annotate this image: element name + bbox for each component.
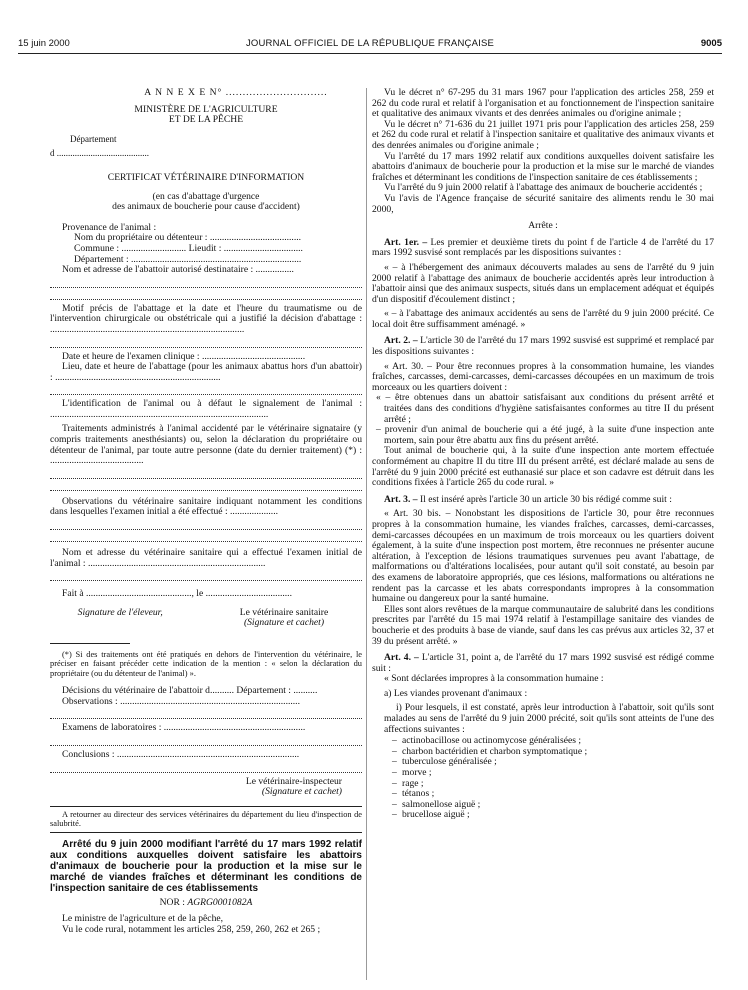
examens-field: Examens de laboratoires : ........................................................... xyxy=(62,722,306,734)
article-2 xyxy=(372,336,714,357)
article-4 xyxy=(372,653,714,674)
article-4-quote: « Sont déclarées impropres à la consommation humaine : xyxy=(384,673,604,685)
list-item: – tuberculose généralisée ; xyxy=(402,757,714,768)
certificat-subtitle-1: (en cas d'abattage d'urgence xyxy=(152,190,260,202)
signature-cachet-label: (Signature et cachet) xyxy=(243,617,325,629)
nom-proprietaire-field: Nom du propriétaire ou détenteur : ...................................... xyxy=(74,232,302,244)
nor-line xyxy=(50,898,362,909)
departement-field: d ......................................... xyxy=(50,148,149,159)
arrete-title: Arrêté du 9 juin 2000 modifiant l'arrêté du 17 mars 1992 relatif aux conditions auxquelles doivent satisfaire les abattoirs d'animaux de boucherie pour la production et la mise sur le marché de viandes fraîches et déterminant les conditions de l'inspection sanitaire de ces établissements xyxy=(50,838,362,894)
blank-line xyxy=(50,763,362,773)
article-4-label: Art. 4. – xyxy=(384,652,419,664)
signature-veterinaire xyxy=(206,608,362,629)
commune-field: Commune : ........................... Lieudit : ................................. xyxy=(74,242,303,254)
traitements-field: Traitements administrés à l'animal accidenté par le vétérinaire signataire (y compris traitements anesthésiants) ou, selon la déclaration du propriétaire ou détenteur de l'animal, par toute autre personne (date du dernier traitement) (*) : ....................................... xyxy=(50,423,362,467)
page-header xyxy=(18,38,722,52)
footnote: (*) Si des traitements ont été pratiqués en dehors de l'intervention du vétérinaire, le préciser en faisant précéder cette indication de la mention : « selon la déclaration du propriétaire (ou du détenteur de l'animal) ». xyxy=(50,650,362,678)
header-rule xyxy=(18,53,722,54)
article-4-point-a: a) Les viandes provenant d'animaux : xyxy=(384,687,528,699)
observations-field: Observations du vétérinaire sanitaire indiquant notamment les conditions dans lesquelles l'examen initial a été effectué : .................... xyxy=(50,495,362,518)
article-2-quote: « Art. 30. – Pour être reconnues propres à la consommation humaine, les viandes fraîches, carcasses, demi-carcasses, demi-carcasses découpées en un maximum de trois morceaux ou les quartiers doivent : xyxy=(372,360,714,393)
divider xyxy=(50,832,362,833)
decisions-field: Décisions du vétérinaire de l'abattoir d.......... Département : .......... xyxy=(62,685,318,697)
signature-block xyxy=(50,608,362,629)
footnote-rule xyxy=(50,643,130,644)
ministere-line1: MINISTÈRE DE L'AGRICULTURE xyxy=(134,103,278,115)
journal-title: JOURNAL OFFICIEL DE LA RÉPUBLIQUE FRANÇAISE xyxy=(245,38,495,49)
article-1-label: Art. 1er. – xyxy=(384,236,428,248)
certificat-subtitle-2: des animaux de boucherie pour cause d'accident) xyxy=(112,201,300,213)
diseases-list xyxy=(372,736,714,821)
column-separator xyxy=(366,88,367,980)
inspecteur-cachet: (Signature et cachet) xyxy=(261,786,342,798)
annexe-heading: A N N E X E N° .............................. xyxy=(144,87,328,98)
article-2-text: L'article 30 de l'arrêté du 17 mars 1992 susvisé est supprimé et remplacé par les dispositions suivantes : xyxy=(372,335,714,358)
article-2-label: Art. 2. – xyxy=(384,335,418,347)
blank-line xyxy=(50,736,362,746)
retourner-note: A retourner au directeur des services vétérinaires du département du lieu d'inspection de salubrité. xyxy=(50,809,362,829)
departement-label: Département xyxy=(70,133,117,144)
blank-line xyxy=(50,290,362,300)
ministere-line2: ET DE LA PÊCHE xyxy=(168,114,244,126)
blank-line xyxy=(50,385,362,395)
right-column xyxy=(372,88,714,821)
nor-code: AGRG0001082A xyxy=(187,896,253,908)
header-date: 15 juin 2000 xyxy=(18,38,70,49)
blank-line xyxy=(50,571,362,581)
list-item: – salmonellose aiguë ; xyxy=(402,800,714,811)
vu-code-rural: Vu le code rural, notamment les articles 258, 259, 260, 262 et 265 ; xyxy=(62,923,321,935)
vu-avis-afssa: Vu l'avis de l'Agence française de sécurité sanitaire des aliments rendu le 30 mai 2000, xyxy=(372,192,714,215)
article-1-text: Les premier et deuxième tirets du point f de l'article 4 de l'arrêté du 17 mars 1992 susvisé sont remplacés par les dispositions suivantes : xyxy=(372,236,714,259)
blank-line xyxy=(50,481,362,491)
blank-line xyxy=(50,520,362,530)
departement-animal-field: Département : ....................................................................... xyxy=(74,253,302,265)
article-1-quote-2: « – à l'abattage des animaux accidentés au sens de l'arrêté du 9 juin 2000 précité. Ce local doit être suffisamment aménagé. » xyxy=(372,308,714,330)
blank-line xyxy=(50,469,362,479)
vu-arrete-2000: Vu l'arrêté du 9 juin 2000 relatif à l'abattage des animaux de boucherie accidentés ; xyxy=(384,182,703,194)
vu-decret-1967: Vu le décret n° 67-295 du 31 mars 1967 pour l'application des articles 258, 259 et 262 du code rural et relatif à l'organisation et au fonctionnement de l'inspection sanitaire et qualitative des animaux vivants et des denrées animales ou d'origine animale ; xyxy=(372,87,714,120)
list-item: – rage ; xyxy=(402,779,714,790)
observations-2-field: Observations : ........................................................................... xyxy=(62,695,300,707)
article-2-tout-animal: Tout animal de boucherie qui, à la suite d'une inspection ante mortem effectuée conformément au chapitre II du titre III du présent arrêté, est déclaré malade au sens de l'arrêté du 9 juin 2000 précité est euthanasié sur place et son cadavre est détruit dans les conditions fixées à l'article 265 du code rural. » xyxy=(372,445,714,489)
article-3-quote: « Art. 30 bis. – Nonobstant les dispositions de l'article 30, pour être reconnues propres à la consommation humaine, les viandes fraîches, carcasses, demi-carcasses, demi-carcasses découpées en un maximum de trois morceaux ou les quartiers doivent également, à la suite d'une inspection post mortem, être reconnues ne présenter aucune altération, à l'exception de lésions traumatiques survenues peu avant l'abattage, de malformations ou d'altérations localisées, pour autant qu'il soit constaté, au besoin par des examens de laboratoire appropriés, que ces lésions, malformations ou altérations ne rendent pas la carcasse et les abats correspondants impropres à la consommation humaine ou dangereux pour la santé humaine. xyxy=(372,508,714,605)
motif-field: Motif précis de l'abattage et la date et l'heure du traumatisme ou de l'intervention chirurgicale ou obstétricale qui a justifié la décision d'abattage : ................................................................................. xyxy=(50,302,362,335)
lieu-abattage-field: Lieu, date et heure de l'abattage (pour les animaux abattus hors d'un abattoir) : ..................................................................... xyxy=(50,361,362,383)
nor-label: NOR : xyxy=(159,896,188,908)
inspecteur-signature xyxy=(50,777,362,798)
nom-veterinaire-field: Nom et adresse du vétérinaire sanitaire qui a effectué l'examen initial de l'animal : .......................................................................... xyxy=(50,547,362,569)
list-item: – actinobacillose ou actinomycose généralisées ; xyxy=(402,736,714,747)
blank-line xyxy=(50,338,362,348)
article-2-dash-1: « – être obtenues dans un abattoir satisfaisant aux conditions du présent arrêté et traitées dans des conditions d'hygiène satisfaisantes conformes au titre II du présent arrêté ; xyxy=(376,392,714,425)
article-3-text: Il est inséré après l'article 30 un article 30 bis rédigé comme suit : xyxy=(417,493,672,505)
list-item: – charbon bactéridien et charbon symptomatique ; xyxy=(402,747,714,758)
nom-abattoir-field: Nom et adresse de l'abattoir autorisé destinataire : ................ xyxy=(62,264,294,276)
provenance-label: Provenance de l'animal : xyxy=(62,221,157,233)
article-3-elles: Elles sont alors revêtues de la marque communautaire de salubrité dans les conditions prescrites par l'arrêté du 15 mai 1974 relatif à l'estampillage sanitaire des viandes de boucherie et des produits à base de viande, sauf dans les cas prévus aux articles 32, 37 et 39 du présent arrêté. » xyxy=(372,603,714,647)
certificat-title: CERTIFICAT VÉTÉRINAIRE D'INFORMATION xyxy=(107,171,305,183)
vu-arrete-1992: Vu l'arrêté du 17 mars 1992 relatif aux conditions auxquelles doivent satisfaire les abattoirs d'animaux de boucherie pour la production et la mise sur le marché de viandes fraîches et déterminant les conditions de l'inspection sanitaire de ces établissements ; xyxy=(372,150,714,183)
identification-field: L'identification de l'animal ou à défaut le signalement de l'animal : ........................................................................................... xyxy=(50,398,362,420)
article-1 xyxy=(372,238,714,259)
ministre-line: Le ministre de l'agriculture et de la pêche, xyxy=(62,913,224,925)
date-examen-field: Date et heure de l'examen clinique : ........................................... xyxy=(62,350,306,362)
left-column xyxy=(50,88,362,935)
fait-a-field: Fait à ............................................, le .................................... xyxy=(62,588,292,600)
article-4-point-i: i) Pour lesquels, il est constaté, après leur introduction à l'abattoir, soit qu'ils sont malades au sens de l'arrêté du 9 juin 2000 précité, soit qu'ils sont atteints de l'une des affections suivantes : xyxy=(384,702,714,735)
conclusions-field: Conclusions : ............................................................................ xyxy=(62,749,300,760)
article-1-quote-1: « – à l'hébergement des animaux découverts malades au sens de l'arrêté du 9 juin 2000 relatif à l'abattage des animaux de boucherie accidentés après leur introduction à l'abattoir ainsi que des animaux suspects, situés dans un emplacement adéquat et équipés d'un dispositif d'écoulement distinct ; xyxy=(372,261,714,305)
arrete-label: Arrête : xyxy=(528,220,558,232)
article-3-label: Art. 3. – xyxy=(384,493,418,505)
inspecteur-label: Le vétérinaire-inspecteur xyxy=(245,775,342,787)
blank-line xyxy=(50,278,362,288)
article-4-text: L'article 31, point a, de l'arrêté du 17 mars 1992 susvisé est rédigé comme suit : xyxy=(372,652,714,674)
blank-line xyxy=(50,532,362,542)
veterinaire-sanitaire-label: Le vétérinaire sanitaire xyxy=(239,606,329,618)
signature-eleveur: Signature de l'éleveur, xyxy=(77,606,163,618)
list-item: – tétanos ; xyxy=(402,789,714,800)
list-item: – brucellose aiguë ; xyxy=(402,810,714,821)
page-number: 9005 xyxy=(700,38,722,49)
list-item: – morve ; xyxy=(402,768,714,779)
article-3 xyxy=(372,495,714,506)
article-2-dash-2: – provenir d'un animal de boucherie qui a été jugé, à la suite d'une inspection ante mortem, sain pour être abattu aux fins du présent arrêté. xyxy=(376,424,714,446)
vu-decret-1971: Vu le décret n° 71-636 du 21 juillet 1971 pris pour l'application des articles 258, 259 et 262 du code rural et relatif à l'inspection sanitaire et qualitative des animaux vivants et des denrées animales ou d'origine animale ; xyxy=(372,118,714,151)
blank-line xyxy=(50,709,362,719)
divider xyxy=(50,806,362,807)
